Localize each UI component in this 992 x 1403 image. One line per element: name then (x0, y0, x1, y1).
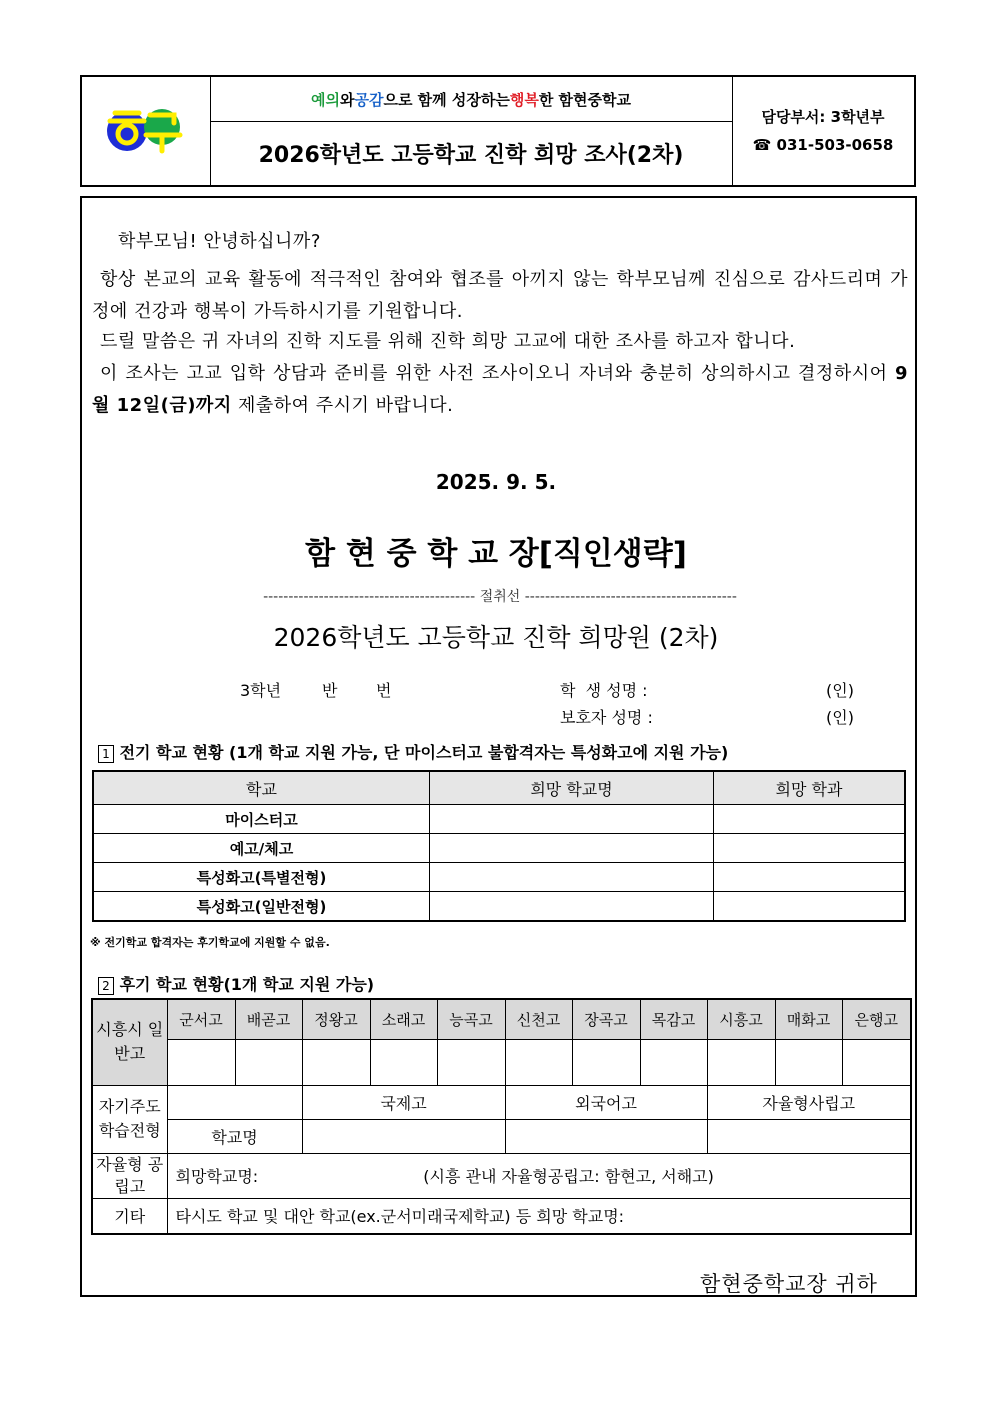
school-배곧고: 배곧고 (235, 999, 302, 1039)
header-box (80, 75, 916, 187)
row-label: 특성화고(일반전형) (93, 892, 430, 922)
type-foreign-language: 외국어고 (505, 1085, 707, 1119)
public-school-label: 자율형 공립고 (92, 1153, 167, 1198)
school-소래고: 소래고 (370, 999, 437, 1039)
late-school-table (91, 998, 912, 1235)
type-autonomous-private: 자율형사립고 (707, 1085, 911, 1119)
student-name-label: 학 생 성명 : (560, 681, 648, 700)
choice-cell[interactable] (235, 1039, 302, 1085)
type-international: 국제고 (302, 1085, 505, 1119)
deadline: 9월 12일(금)까지 (92, 363, 908, 416)
autonomous-private-input[interactable] (707, 1119, 911, 1153)
department-cell[interactable] (714, 805, 906, 834)
etc-label: 기타 (92, 1198, 167, 1234)
col-department: 희망 학과 (714, 771, 906, 805)
row-label: 특성화고(특별전형) (93, 863, 430, 892)
cut-line: ------------------------------------------ 절취선 ------------------------------------------ (263, 589, 737, 605)
phone-number: ☎ 031-503-0658 (752, 136, 894, 154)
etc-text: 타시도 학교 및 대안 학교(ex.군서미래국제학교) 등 희망 학교명: (175, 1207, 625, 1227)
letter-paragraph-3: 이 조사는 고교 입학 상담과 준비를 위한 사전 조사이오니 자녀와 충분히 상의하시고 결정하시어 9월 12일(금)까지 제출하여 주시기 바랍니다. (92, 363, 908, 416)
col-school-name: 희망 학교명 (430, 771, 714, 805)
letter-paragraph-2: 드릴 말씀은 귀 자녀의 진학 지도를 위해 진학 희망 고교에 대한 조사를 하고자 합니다. (100, 331, 796, 352)
school-은행고: 은행고 (842, 999, 911, 1039)
section1-note: ※ 전기학교 합격자는 후기학교에 지원할 수 없음. (90, 936, 330, 949)
department-cell[interactable] (714, 892, 906, 922)
public-school-input[interactable] (167, 1153, 911, 1198)
department-cell[interactable] (714, 863, 906, 892)
choice-cell[interactable] (842, 1039, 911, 1085)
parent-name-label: 보호자 성명 : (560, 708, 653, 727)
table-row (93, 892, 905, 922)
choice-cell[interactable] (167, 1039, 235, 1085)
row-label: 마이스터고 (93, 805, 430, 834)
choice-cell[interactable] (640, 1039, 707, 1085)
school-name-cell[interactable] (430, 805, 714, 834)
document-title: 2026학년도 고등학교 진학 희망 조사(2차) (210, 121, 733, 185)
section2-heading: 2 후기 학교 현황(1개 학교 지원 가능) (98, 972, 374, 995)
school-name-cell[interactable] (430, 863, 714, 892)
general-school-label: 시흥시 일반고 (92, 999, 167, 1085)
greeting: 학부모님! 안녕하십니까? (118, 231, 321, 252)
public-school-text: 희망학교명: (175, 1167, 259, 1186)
school-군서고: 군서고 (167, 999, 235, 1039)
school-매화고: 매화고 (775, 999, 842, 1039)
school-name-cell[interactable] (430, 834, 714, 863)
early-school-table (92, 770, 906, 922)
choice-cell[interactable] (437, 1039, 505, 1085)
school-능곡고: 능곡고 (437, 999, 505, 1039)
student-seal: (인) (826, 681, 854, 700)
blank-cell (167, 1085, 302, 1119)
table-row (93, 834, 905, 863)
table-row (93, 863, 905, 892)
choice-cell[interactable] (707, 1039, 775, 1085)
department-cell[interactable] (714, 834, 906, 863)
school-목감고: 목감고 (640, 999, 707, 1039)
form-title: 2026학년도 고등학교 진학 희망원 (2차) (273, 623, 719, 652)
school-정왕고: 정왕고 (302, 999, 370, 1039)
number-label: 번 (376, 681, 392, 700)
school-시흥고: 시흥고 (707, 999, 775, 1039)
choice-cell[interactable] (572, 1039, 640, 1085)
self-directed-label: 자기주도 학습전형 (92, 1085, 167, 1153)
school-신천고: 신천고 (505, 999, 572, 1039)
choice-cell[interactable] (775, 1039, 842, 1085)
principal-signature: 함 현 중 학 교 장[직인생략] (305, 536, 687, 572)
international-input[interactable] (302, 1119, 505, 1153)
department-info (732, 77, 914, 185)
row-label: 예고/체고 (93, 834, 430, 863)
section1-heading: 1 전기 학교 현황 (1개 학교 지원 가능, 단 마이스터고 불합격자는 특성화고에 지원 가능) (98, 740, 728, 763)
school-motto: 예의 와 공감 으로 함께 성장하는 행복 한 함현중학교 (210, 77, 733, 122)
section1-number: 1 (98, 745, 114, 763)
department-label: 담당부서: 3학년부 (761, 108, 885, 126)
school-name-cell[interactable] (430, 892, 714, 922)
col-school: 학교 (93, 771, 430, 805)
public-school-note: (시흥 관내 자율형공립고: 함현고, 서해고) (423, 1167, 714, 1186)
choice-cell[interactable] (505, 1039, 572, 1085)
parent-seal: (인) (826, 708, 854, 727)
choice-cell[interactable] (302, 1039, 370, 1085)
letter-date: 2025. 9. 5. (435, 470, 557, 494)
addressee: 함현중학교장 귀하 (700, 1272, 878, 1296)
school-장곡고: 장곡고 (572, 999, 640, 1039)
table-row (93, 805, 905, 834)
section2-number: 2 (98, 977, 114, 995)
school-logo (82, 77, 211, 185)
choice-cell[interactable] (370, 1039, 437, 1085)
foreign-language-input[interactable] (505, 1119, 707, 1153)
school-name-label: 학교명 (167, 1119, 302, 1153)
grade-label: 3학년 (240, 681, 282, 700)
letter-paragraph-1: 항상 본교의 교육 활동에 적극적인 참여와 협조를 아끼지 않는 학부모님께 진심으로 감사드리며 가정에 건강과 행복이 가득하시기를 기원합니다. (92, 269, 908, 322)
class-label: 반 (322, 681, 338, 700)
etc-input[interactable] (167, 1198, 911, 1234)
